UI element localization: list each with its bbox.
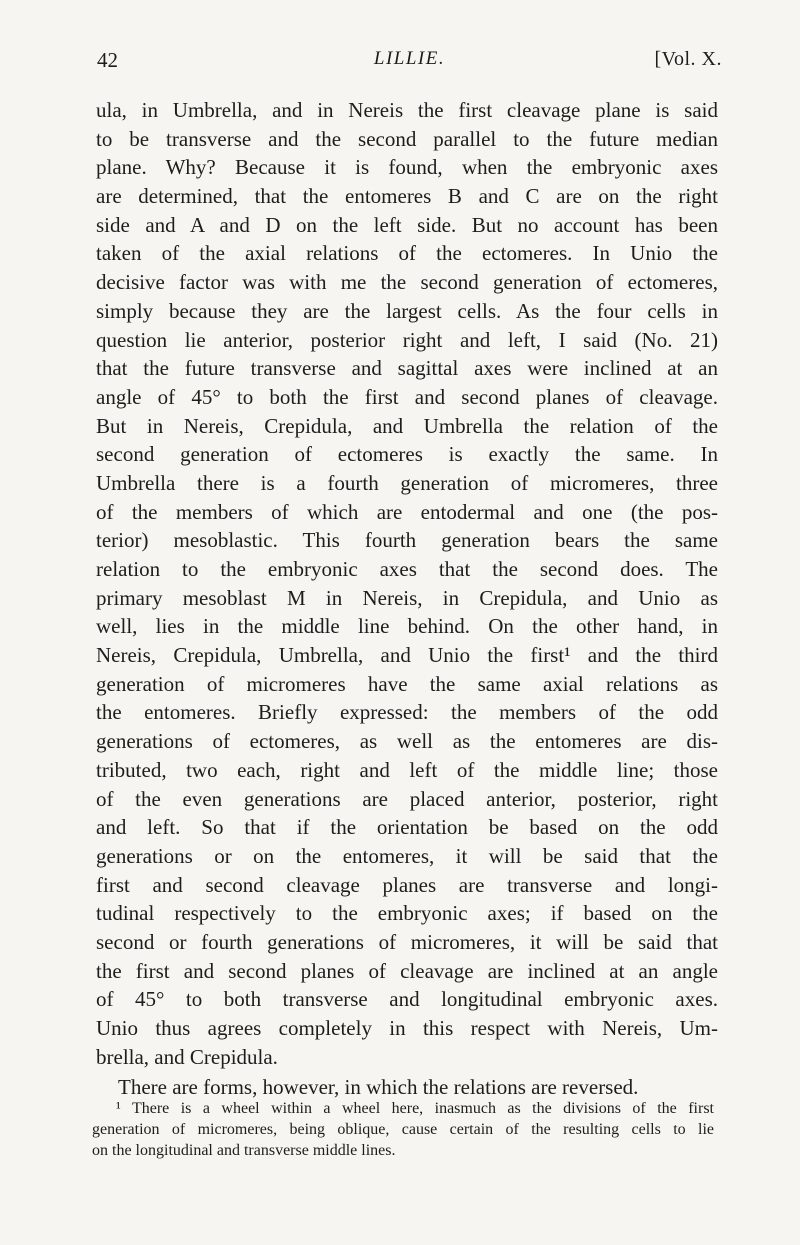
text-line: are determined, that the entomeres B and C are on the right xyxy=(96,184,718,209)
text-line: the entomeres. Briefly expressed: the members of the odd xyxy=(96,700,718,725)
text-line: plane. Why? Because it is found, when the embryonic axes xyxy=(96,155,718,180)
text-line: side and A and D on the left side. But no account has been xyxy=(96,212,718,237)
text-line: generations of ectomeres, as well as the entomeres are dis- xyxy=(96,729,718,754)
text-line: tudinal respectively to the embryonic axes; if based on the xyxy=(96,901,718,926)
body-text xyxy=(96,96,718,1102)
page-number: 42 xyxy=(97,48,118,72)
text-line: second generation of ectomeres is exactly the same. In xyxy=(96,442,718,467)
footnote-line: generation of micromeres, being oblique, cause certain of the resulting cells to lie xyxy=(92,1121,714,1138)
text-line: primary mesoblast M in Nereis, in Crepidula, and Unio as xyxy=(96,585,718,610)
text-line: to be transverse and the second parallel to the future median xyxy=(96,126,718,151)
text-line: tributed, two each, right and left of the middle line; those xyxy=(96,757,718,782)
running-header xyxy=(97,48,722,78)
text-line: generation of micromeres have the same axial relations as xyxy=(96,671,718,696)
volume-label: [Vol. X. xyxy=(654,48,722,70)
text-line: simply because they are the largest cells. As the four cells in xyxy=(96,298,718,323)
text-line: But in Nereis, Crepidula, and Umbrella the relation of the xyxy=(96,413,718,438)
paragraph-2: There are forms, however, in which the relations are reversed. xyxy=(118,1075,639,1100)
text-line: Nereis, Crepidula, Umbrella, and Unio the first¹ and the third xyxy=(96,643,718,668)
text-line: generations or on the entomeres, it will be said that the xyxy=(96,843,718,868)
footnote-line: on the longitudinal and transverse middle lines. xyxy=(92,1142,396,1159)
text-line: of the members of which are entodermal and one (the pos- xyxy=(96,499,718,524)
text-line: decisive factor was with me the second generation of ectomeres, xyxy=(96,270,718,295)
text-line: the first and second planes of cleavage are inclined at an angle xyxy=(96,958,718,983)
text-line: ula, in Umbrella, and in Nereis the first cleavage plane is said xyxy=(96,98,718,122)
text-line: Umbrella there is a fourth generation of micromeres, three xyxy=(96,470,718,495)
text-line: Unio thus agrees completely in this respect with Nereis, Um- xyxy=(96,1016,718,1040)
footnote xyxy=(92,1098,714,1161)
text-line: terior) mesoblastic. This fourth generation bears the same xyxy=(96,528,718,553)
text-line: second or fourth generations of micromeres, it will be said that xyxy=(96,929,718,954)
text-line: relation to the embryonic axes that the second does. The xyxy=(96,557,718,581)
text-line: and left. So that if the orientation be based on the odd xyxy=(96,815,718,840)
text-line: of 45° to both transverse and longitudinal embryonic axes. xyxy=(96,987,718,1012)
text-line: angle of 45° to both the first and second planes of cleavage. xyxy=(96,384,718,409)
text-line: brella, and Crepidula. xyxy=(96,1044,278,1069)
text-line: first and second cleavage planes are transverse and longi- xyxy=(96,872,718,897)
text-line: question lie anterior, posterior right and left, I said (No. 21) xyxy=(96,327,718,352)
running-title: LILLIE. xyxy=(373,48,446,69)
text-line: of the even generations are placed anterior, posterior, right xyxy=(96,786,718,811)
footnote-line: ¹ There is a wheel within a wheel here, inasmuch as the divisions of the first xyxy=(116,1100,714,1117)
text-line: well, lies in the middle line behind. On the other hand, in xyxy=(96,614,718,639)
text-line: that the future transverse and sagittal axes were inclined at an xyxy=(96,356,718,381)
text-line: taken of the axial relations of the ectomeres. In Unio the xyxy=(96,241,718,266)
